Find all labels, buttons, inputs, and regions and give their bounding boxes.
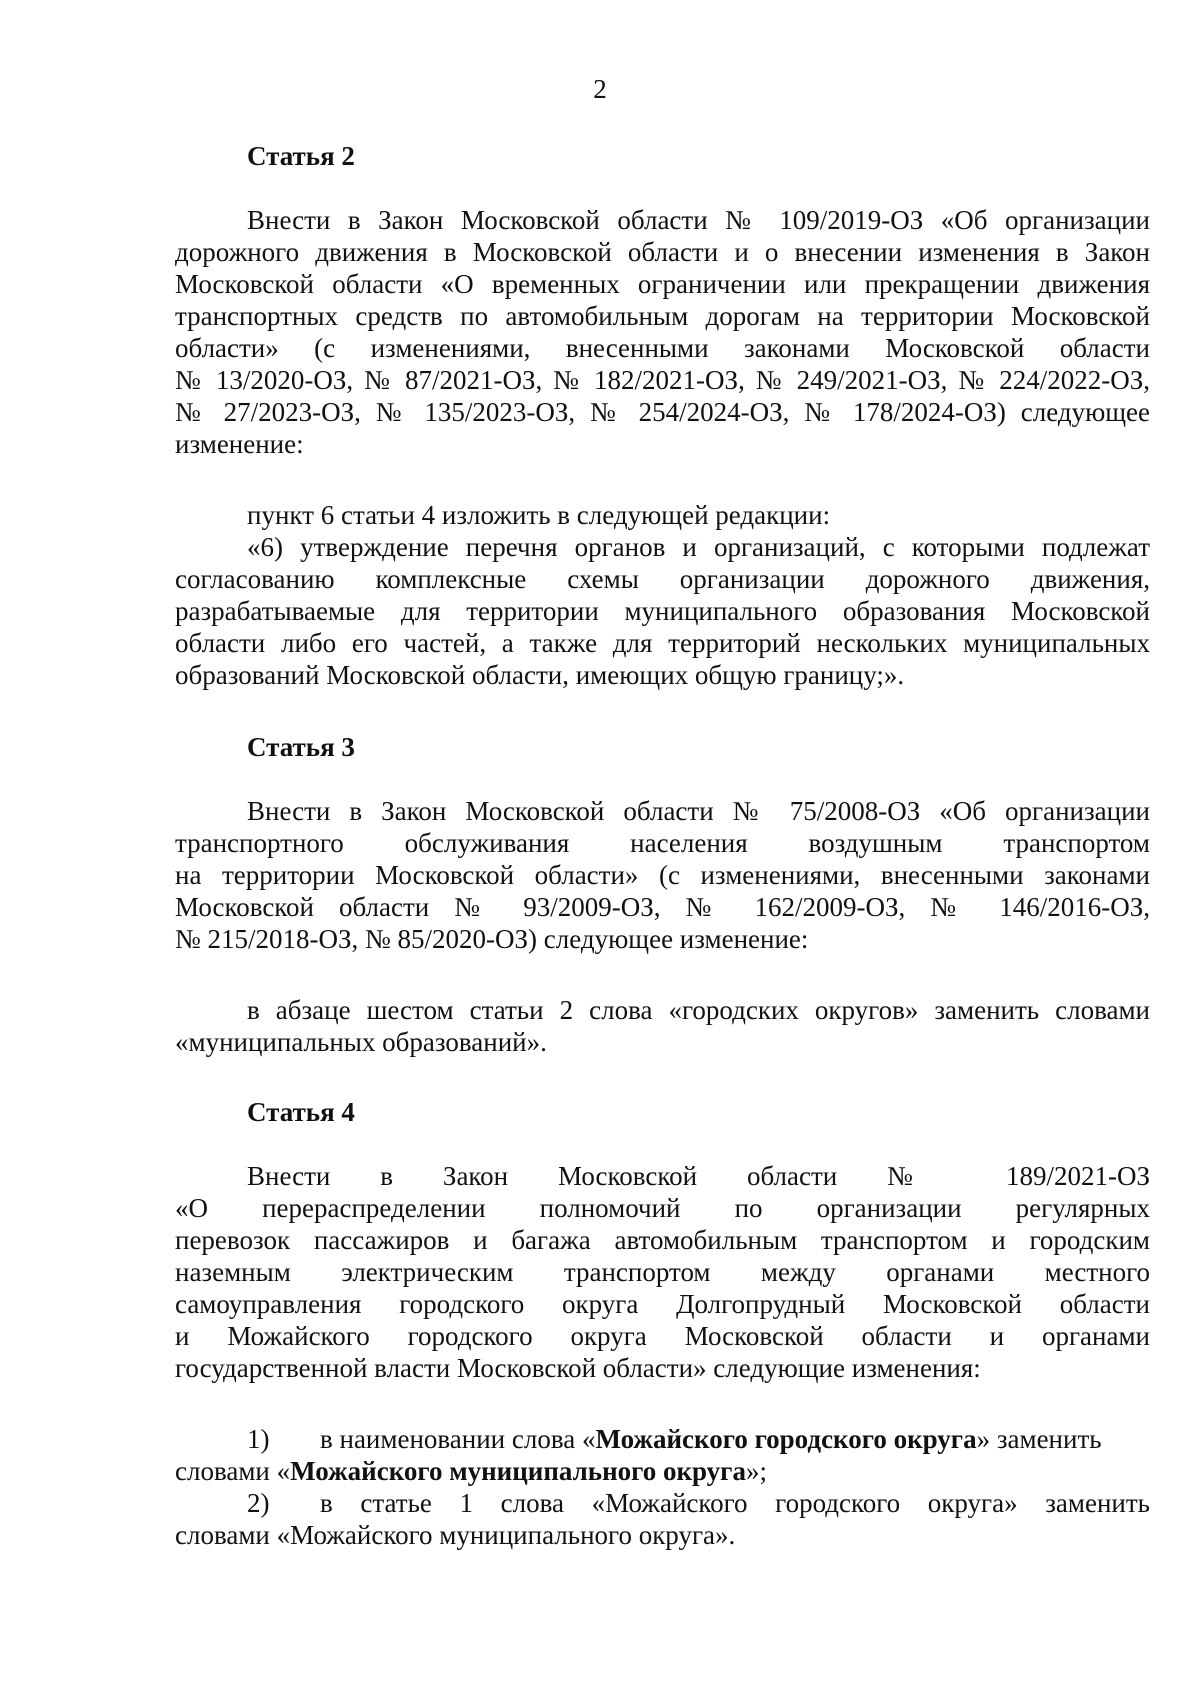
item-1-text: в наименовании слова «Можайского городского округа» заменить (320, 1424, 1102, 1454)
item-1-number: 1) (247, 1424, 270, 1454)
article-3-intro-line: транспортного обслуживания населения воздушным транспортом (175, 828, 1150, 858)
item-1-line-1 (320, 1423, 1150, 1455)
item-2-line-2: словами «Можайского муниципального округа». (175, 1520, 736, 1550)
article-2-heading: Статья 2 (247, 141, 355, 171)
article-2-intro-line: области» (с изменениями, внесенными законами Московской области (175, 333, 1150, 363)
article-2-intro-line: № 13/2020-ОЗ, № 87/2021-ОЗ, № 182/2021-ОЗ, № 249/2021-ОЗ, № 224/2022-ОЗ, (175, 365, 1150, 395)
article-2-quote-line: области либо его частей, а также для территорий нескольких муниципальных (175, 628, 1150, 658)
item-2-line-1: в статье 1 слова «Можайского городского округа» заменить (320, 1488, 1150, 1518)
item-2-number: 2) (247, 1488, 270, 1518)
article-3-intro-line: Московской области № 93/2009-ОЗ, № 162/2009-ОЗ, № 146/2016-ОЗ, (175, 892, 1150, 922)
article-4-intro-line: Внести в Закон Московской области № 189/2021-ОЗ (247, 1161, 1150, 1191)
article-2-intro-line: транспортных средств по автомобильным дорогам на территории Московской (175, 301, 1150, 331)
article-2-point-line: пункт 6 статьи 4 изложить в следующей редакции: (247, 500, 831, 530)
article-2-intro-line: Внести в Закон Московской области № 109/2019-ОЗ «Об организации (247, 205, 1150, 235)
bold-phrase: Можайского городского округа (595, 1424, 977, 1454)
article-4-intro-line: государственной власти Московской области» следующие изменения: (175, 1353, 981, 1383)
article-2-quote-line: согласованию комплексные схемы организации дорожного движения, (175, 564, 1150, 594)
article-3-change-line: в абзаце шестом статьи 2 слова «городских округов» заменить словами (247, 995, 1150, 1025)
page-number: 2 (593, 74, 607, 104)
article-3-heading: Статья 3 (247, 732, 355, 762)
article-2-quote-line: образований Московской области, имеющих общую границу;». (175, 660, 905, 690)
article-3-intro-line: на территории Московской области» (с изменениями, внесенными законами (175, 860, 1150, 890)
article-2-intro-line: № 27/2023-ОЗ, № 135/2023-ОЗ, № 254/2024-ОЗ, № 178/2024-ОЗ) следующее (175, 397, 1150, 427)
article-2-quote-line: «6) утверждение перечня органов и организаций, с которыми подлежат (247, 532, 1150, 562)
article-2-quote-line: разрабатываемые для территории муниципального образования Московской (175, 596, 1150, 626)
article-2-intro-line: изменение: (175, 429, 304, 459)
article-4-heading: Статья 4 (247, 1097, 355, 1127)
article-4-intro-line: перевозок пассажиров и багажа автомобильным транспортом и городским (175, 1225, 1150, 1255)
article-3-intro-line: Внести в Закон Московской области № 75/2008-ОЗ «Об организации (247, 796, 1150, 826)
article-4-intro-line: «О перераспределении полномочий по организации регулярных (175, 1193, 1150, 1223)
article-4-intro-line: самоуправления городского округа Долгопрудный Московской области (175, 1289, 1150, 1319)
article-3-intro-line: № 215/2018-ОЗ, № 85/2020-ОЗ) следующее изменение: (175, 924, 809, 954)
item-1-line-2: словами «Можайского муниципального округа»; (175, 1456, 767, 1486)
article-4-intro-line: наземным электрическим транспортом между органами местного (175, 1257, 1150, 1287)
article-3-change-line: «муниципальных образований». (175, 1027, 547, 1057)
article-2-intro-line: дорожного движения в Московской области и о внесении изменения в Закон (175, 237, 1150, 267)
article-4-intro-line: и Можайского городского округа Московской области и органами (175, 1321, 1150, 1351)
bold-phrase: Можайского муниципального округа (290, 1456, 746, 1486)
article-2-intro-line: Московской области «О временных ограничении или прекращении движения (175, 269, 1150, 299)
